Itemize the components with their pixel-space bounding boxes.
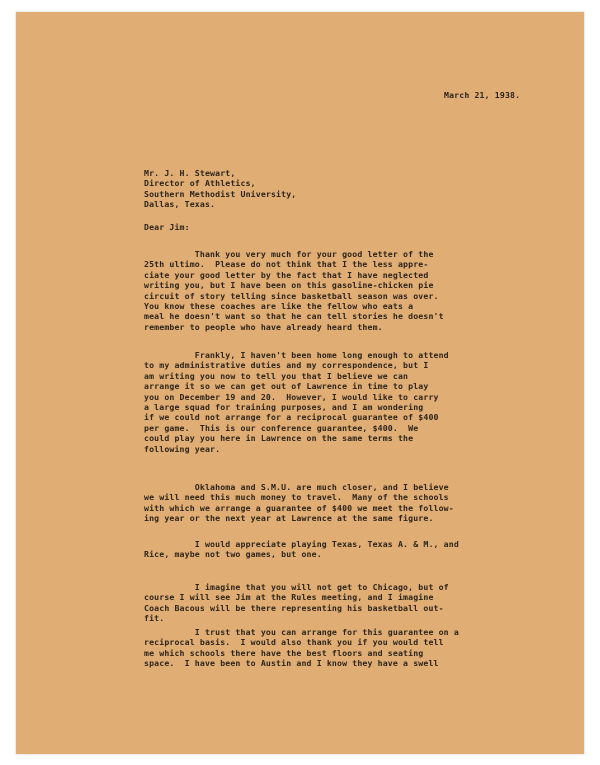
address-line: Dallas, Texas. xyxy=(144,199,216,210)
letter-date: March 21, 1938. xyxy=(444,90,521,100)
text-line: space. I have been to Austin and I know they have a swell xyxy=(144,658,439,669)
recipient-address xyxy=(144,168,296,210)
text-line: reciprocal basis. I would also thank you if you would tell xyxy=(144,637,444,648)
text-line: per game. This is our conference guarantee, $400. We xyxy=(144,422,419,433)
text-line: meal he doesn't want so that he can tell stories he doesn't xyxy=(144,311,444,322)
text-line: you on December 19 and 20. However, I would like to carry xyxy=(144,391,439,402)
text-line: arrange it so we can get out of Lawrence in time to play xyxy=(144,381,429,392)
text-line: remember to people who have already heard them. xyxy=(144,321,383,332)
address-line: Mr. J. H. Stewart, xyxy=(144,168,236,178)
address-line: Director of Athletics, xyxy=(144,178,256,189)
paragraph-5 xyxy=(144,582,449,624)
paragraph-3 xyxy=(144,482,454,524)
text-line: 25th ultimo. Please do not think that I the less appre- xyxy=(144,259,429,270)
text-line: to my administrative duties and my correspondence, but I xyxy=(144,360,429,371)
text-line: Coach Bacous will be there representing his basketball out- xyxy=(144,602,444,613)
salutation: Dear Jim: xyxy=(144,222,190,232)
text-line: writing you, but I have been on this gasoline-chicken pie xyxy=(144,280,434,291)
letter-page xyxy=(16,12,584,754)
text-line: I imagine that you will not get to Chicago, but of xyxy=(144,582,449,592)
paragraph-4 xyxy=(144,539,459,560)
paragraph-2 xyxy=(144,350,449,454)
address-line: Southern Methodist University, xyxy=(144,188,297,199)
text-line: circuit of story telling since basketball season was over. xyxy=(144,290,439,301)
text-line: if we could not arrange for a reciprocal guarantee of $400 xyxy=(144,412,439,423)
text-line: I would appreciate playing Texas, Texas A. & M., and xyxy=(144,539,459,549)
text-line: fit. xyxy=(144,613,165,624)
text-line: could play you here in Lawrence on the same terms the xyxy=(144,433,414,444)
text-line: You know these coaches are like the fellow who eats a xyxy=(144,301,414,312)
text-line: ing year or the next year at Lawrence at the same figure. xyxy=(144,513,434,524)
text-line: ciate your good letter by the fact that I have neglected xyxy=(144,269,429,280)
text-line: Oklahoma and S.M.U. are much closer, and I believe xyxy=(144,482,449,492)
text-line: we will need this much money to travel. Many of the schools xyxy=(144,492,449,503)
paragraph-6 xyxy=(144,627,459,669)
text-line: me which schools there have the best floors and seating xyxy=(144,647,424,658)
text-line: am writing you now to tell you that I believe we can xyxy=(144,370,409,381)
text-line: course I will see Jim at the Rules meeting, and I imagine xyxy=(144,592,434,603)
text-line: Frankly, I haven't been home long enough to attend xyxy=(144,350,449,360)
paragraph-1 xyxy=(144,249,444,332)
text-line: Rice, maybe not two games, but one. xyxy=(144,549,322,560)
text-line: following year. xyxy=(144,443,221,454)
text-line: with which we arrange a guarantee of $400 we meet the follow- xyxy=(144,502,454,513)
text-line: I trust that you can arrange for this guarantee on a xyxy=(144,627,459,637)
text-line: Thank you very much for your good letter of the xyxy=(144,249,434,259)
text-line: a large squad for training purposes, and I am wondering xyxy=(144,402,424,413)
